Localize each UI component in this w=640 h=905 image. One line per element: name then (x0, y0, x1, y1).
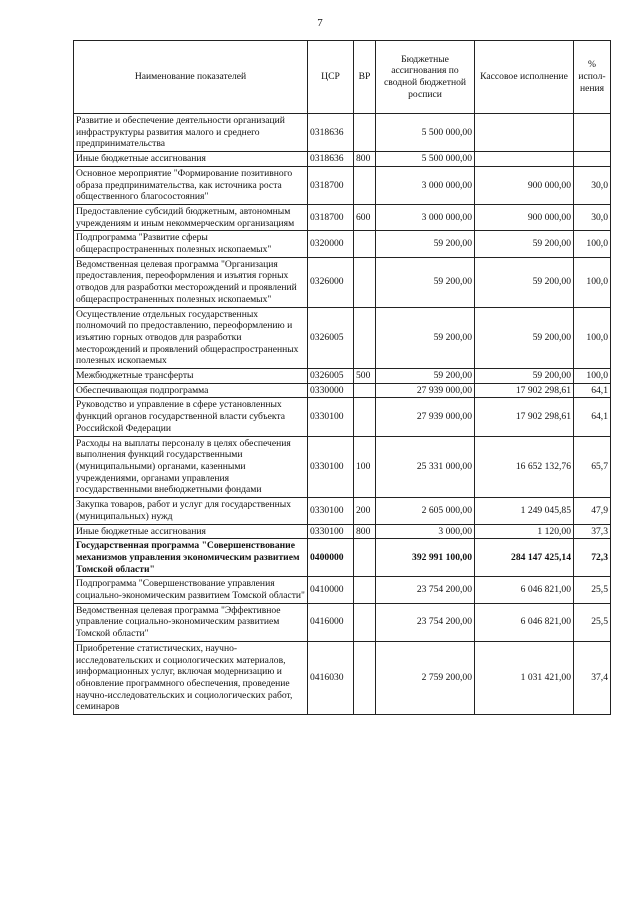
row-vr-cell: 500 (354, 369, 376, 384)
row-name-cell: Ведомственная целевая программа "Организация предоставления, переоформления и изъятия горных отводов для разработки месторождений и проявлений общераспространенных полезных ископаемых" (74, 257, 308, 307)
row-execution-cell: 900 000,00 (475, 204, 574, 230)
row-csr-cell: 0318700 (308, 204, 354, 230)
table-row (74, 257, 611, 307)
row-percent-cell: 30,0 (574, 166, 611, 204)
row-percent-cell: 100,0 (574, 307, 611, 369)
row-vr-cell: 800 (354, 152, 376, 167)
row-budget-cell: 5 500 000,00 (376, 152, 475, 167)
row-csr-cell: 0330100 (308, 436, 354, 498)
row-percent-cell: 100,0 (574, 369, 611, 384)
row-csr-cell: 0326005 (308, 369, 354, 384)
table-row (74, 152, 611, 167)
row-vr-cell (354, 398, 376, 436)
row-percent-cell: 100,0 (574, 257, 611, 307)
row-vr-cell (354, 539, 376, 577)
table-row (74, 307, 611, 369)
row-csr-cell: 0320000 (308, 231, 354, 257)
row-csr-cell: 0326005 (308, 307, 354, 369)
row-name-cell: Предоставление субсидий бюджетным, автономным учреждениям и иным некоммерческим организациям (74, 204, 308, 230)
table-row (74, 398, 611, 436)
table-row (74, 577, 611, 603)
row-name-cell: Иные бюджетные ассигнования (74, 524, 308, 539)
row-budget-cell: 2 605 000,00 (376, 498, 475, 524)
row-percent-cell: 72,3 (574, 539, 611, 577)
row-percent-cell (574, 152, 611, 167)
row-budget-cell: 59 200,00 (376, 257, 475, 307)
row-vr-cell (354, 257, 376, 307)
row-csr-cell: 0416030 (308, 641, 354, 714)
table-row (74, 524, 611, 539)
row-budget-cell: 5 500 000,00 (376, 114, 475, 152)
row-percent-cell: 25,5 (574, 603, 611, 641)
row-budget-cell: 25 331 000,00 (376, 436, 475, 498)
row-budget-cell: 59 200,00 (376, 231, 475, 257)
table-header-row (74, 41, 611, 114)
row-budget-cell: 27 939 000,00 (376, 383, 475, 398)
row-vr-cell (354, 307, 376, 369)
row-csr-cell: 0326000 (308, 257, 354, 307)
row-name-cell: Иные бюджетные ассигнования (74, 152, 308, 167)
row-budget-cell: 3 000,00 (376, 524, 475, 539)
table-row (74, 204, 611, 230)
row-csr-cell: 0330100 (308, 398, 354, 436)
row-execution-cell: 59 200,00 (475, 369, 574, 384)
row-budget-cell: 23 754 200,00 (376, 577, 475, 603)
row-execution-cell (475, 152, 574, 167)
row-budget-cell: 2 759 200,00 (376, 641, 475, 714)
row-vr-cell (354, 114, 376, 152)
row-name-cell: Подпрограмма "Развитие сферы общераспространенных полезных ископаемых" (74, 231, 308, 257)
row-name-cell: Обеспечивающая подпрограмма (74, 383, 308, 398)
row-execution-cell: 59 200,00 (475, 257, 574, 307)
header-name: Наименование показателей (74, 41, 308, 114)
row-execution-cell: 1 031 421,00 (475, 641, 574, 714)
row-name-cell: Развитие и обеспечение деятельности организаций инфраструктуры развития малого и среднего предпринимательства (74, 114, 308, 152)
table-row (74, 231, 611, 257)
row-csr-cell: 0416000 (308, 603, 354, 641)
row-percent-cell: 64,1 (574, 398, 611, 436)
row-budget-cell: 23 754 200,00 (376, 603, 475, 641)
row-budget-cell: 27 939 000,00 (376, 398, 475, 436)
table-row (74, 641, 611, 714)
row-name-cell: Приобретение статистических, научно-исследовательских и социологических материалов, информационных услуг, включая модернизацию и обновление программного обеспечения, проведение научно-исследовательских и социологических работ, семинаров (74, 641, 308, 714)
row-percent-cell: 64,1 (574, 383, 611, 398)
row-vr-cell: 100 (354, 436, 376, 498)
row-vr-cell (354, 603, 376, 641)
header-csr: ЦСР (308, 41, 354, 114)
row-execution-cell: 900 000,00 (475, 166, 574, 204)
row-execution-cell: 284 147 425,14 (475, 539, 574, 577)
row-csr-cell: 0330100 (308, 524, 354, 539)
row-name-cell: Осуществление отдельных государственных полномочий по предоставлению, переоформлению и изъятию горных отводов для разработки месторождений и проявлений общераспространенных полезных ископаемых (74, 307, 308, 369)
row-budget-cell: 59 200,00 (376, 307, 475, 369)
row-name-cell: Государственная программа "Совершенствование механизмов управления экономическим развитием Томской области" (74, 539, 308, 577)
row-name-cell: Основное мероприятие "Формирование позитивного образа предпринимательства, как источника роста общественного благосостояния" (74, 166, 308, 204)
row-vr-cell (354, 383, 376, 398)
row-percent-cell: 37,4 (574, 641, 611, 714)
row-percent-cell: 65,7 (574, 436, 611, 498)
row-execution-cell: 59 200,00 (475, 231, 574, 257)
row-execution-cell: 1 120,00 (475, 524, 574, 539)
row-percent-cell: 47,9 (574, 498, 611, 524)
row-vr-cell: 600 (354, 204, 376, 230)
row-percent-cell: 25,5 (574, 577, 611, 603)
table-row (74, 539, 611, 577)
row-name-cell: Закупка товаров, работ и услуг для государственных (муниципальных) нужд (74, 498, 308, 524)
row-vr-cell (354, 577, 376, 603)
row-csr-cell: 0400000 (308, 539, 354, 577)
row-csr-cell: 0410000 (308, 577, 354, 603)
row-percent-cell: 30,0 (574, 204, 611, 230)
row-csr-cell: 0330000 (308, 383, 354, 398)
table-row (74, 603, 611, 641)
table-row (74, 369, 611, 384)
row-name-cell: Ведомственная целевая программа "Эффективное управление социально-экономическим развитием Томской области" (74, 603, 308, 641)
page-number: 7 (317, 17, 323, 29)
row-percent-cell (574, 114, 611, 152)
row-vr-cell: 800 (354, 524, 376, 539)
row-csr-cell: 0330100 (308, 498, 354, 524)
row-csr-cell: 0318700 (308, 166, 354, 204)
row-vr-cell: 200 (354, 498, 376, 524)
row-execution-cell: 17 902 298,61 (475, 383, 574, 398)
row-vr-cell (354, 641, 376, 714)
row-execution-cell: 17 902 298,61 (475, 398, 574, 436)
header-vr: ВР (354, 41, 376, 114)
header-percent: % испол-нения (574, 41, 611, 114)
row-budget-cell: 3 000 000,00 (376, 204, 475, 230)
header-execution: Кассовое исполнение (475, 41, 574, 114)
table-row (74, 383, 611, 398)
row-percent-cell: 100,0 (574, 231, 611, 257)
row-name-cell: Руководство и управление в сфере установленных функций органов государственной власти субъекта Российской Федерации (74, 398, 308, 436)
table-row (74, 498, 611, 524)
row-csr-cell: 0318636 (308, 114, 354, 152)
row-name-cell: Подпрограмма "Совершенствование управления социально-экономическим развитием Томской области" (74, 577, 308, 603)
row-vr-cell (354, 166, 376, 204)
row-budget-cell: 59 200,00 (376, 369, 475, 384)
row-budget-cell: 3 000 000,00 (376, 166, 475, 204)
header-budget: Бюджетные ассигнования по сводной бюджетной росписи (376, 41, 475, 114)
table-row (74, 436, 611, 498)
row-percent-cell: 37,3 (574, 524, 611, 539)
row-execution-cell: 6 046 821,00 (475, 577, 574, 603)
row-execution-cell: 6 046 821,00 (475, 603, 574, 641)
row-vr-cell (354, 231, 376, 257)
row-execution-cell (475, 114, 574, 152)
row-execution-cell: 1 249 045,85 (475, 498, 574, 524)
budget-execution-table (73, 40, 611, 715)
row-execution-cell: 16 652 132,76 (475, 436, 574, 498)
row-execution-cell: 59 200,00 (475, 307, 574, 369)
row-name-cell: Расходы на выплаты персоналу в целях обеспечения выполнения функций государственными (муниципальными) органами, казенными учреждениями, органами управления государственными внебюджетными фондами (74, 436, 308, 498)
row-csr-cell: 0318636 (308, 152, 354, 167)
row-name-cell: Межбюджетные трансферты (74, 369, 308, 384)
row-budget-cell: 392 991 100,00 (376, 539, 475, 577)
table-row (74, 166, 611, 204)
table-row (74, 114, 611, 152)
table-body (74, 114, 611, 715)
